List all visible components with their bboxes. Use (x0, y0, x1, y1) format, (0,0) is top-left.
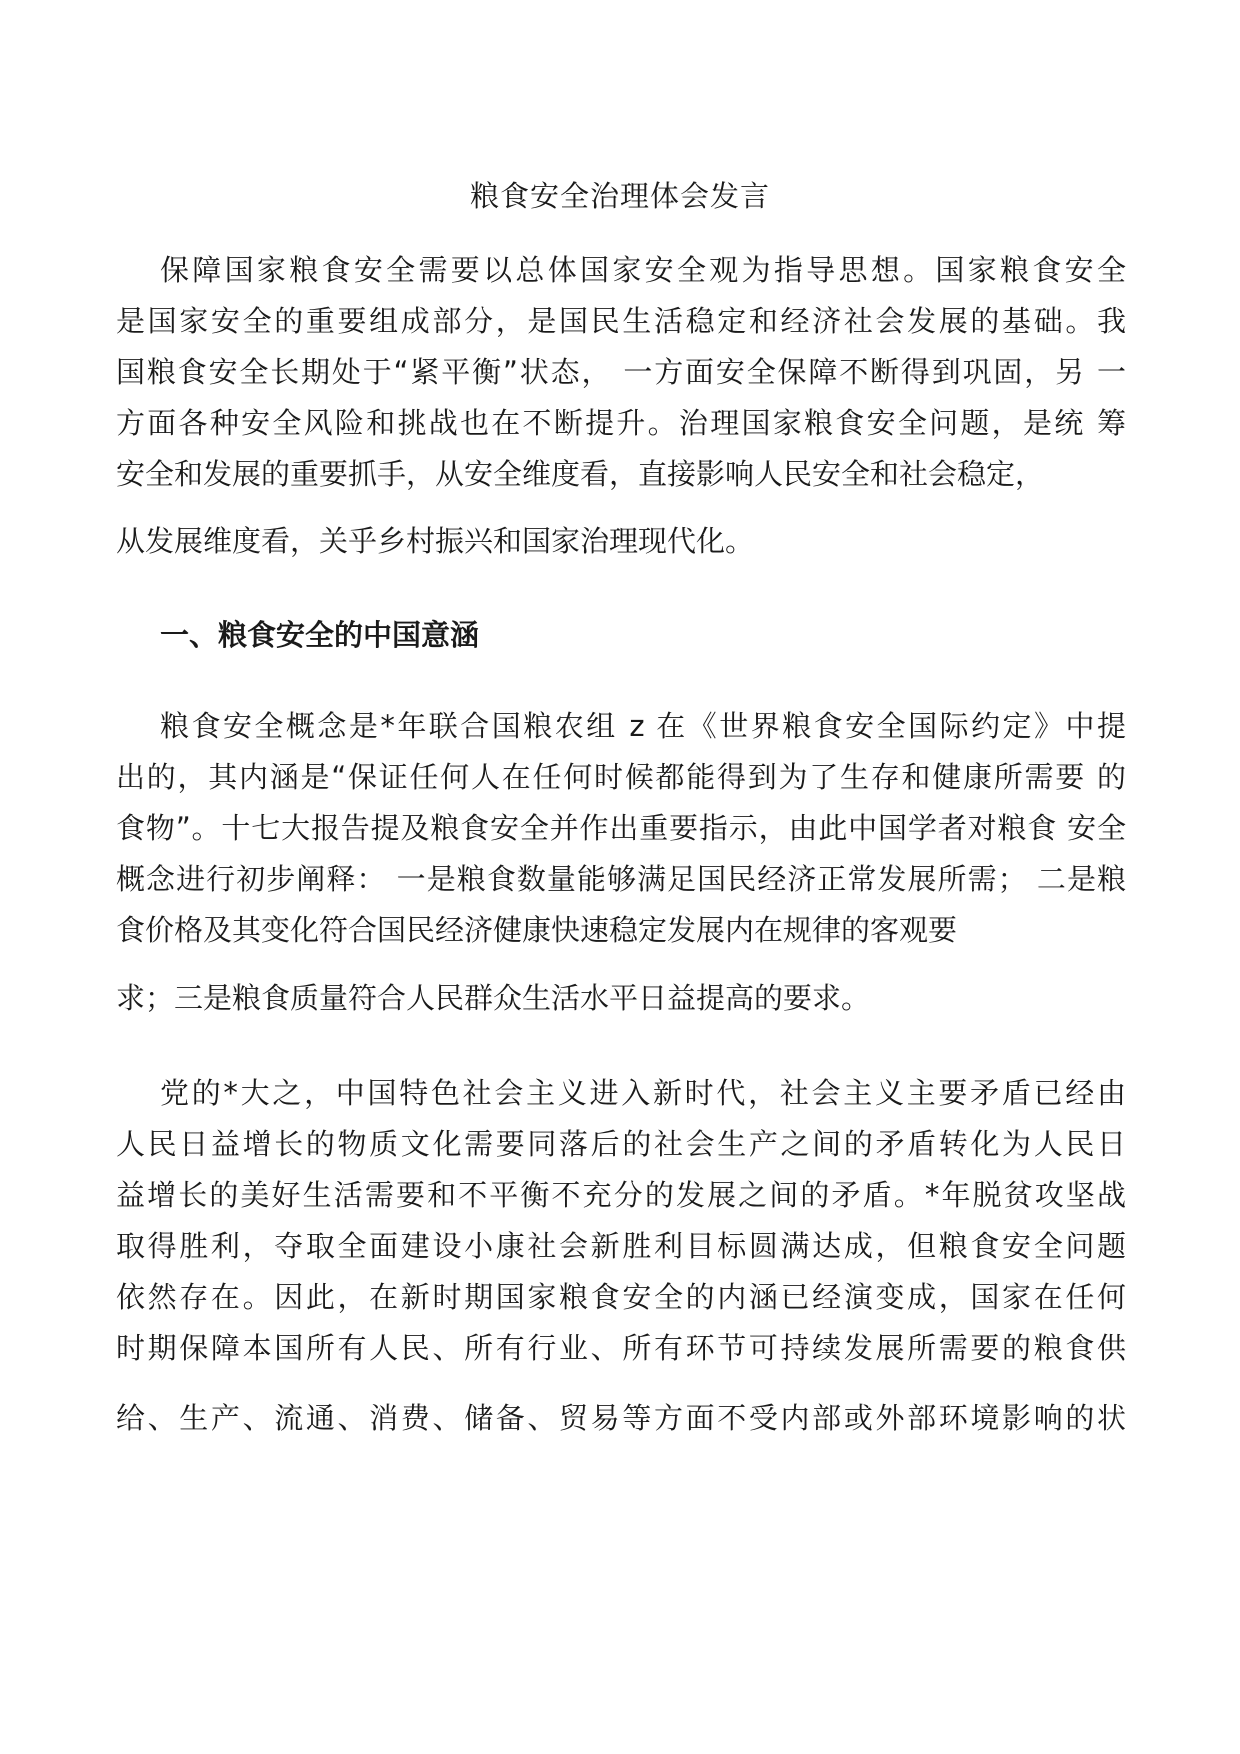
paragraph-2-line-6: 求；三是粮食质量符合人民群众生活水平日益提高的要求。 (116, 981, 871, 1015)
paragraph-3-line-6: 时期保障本国所有人民、所有行业、所有环节可持续发展所需要的粮食供 (116, 1331, 1126, 1365)
paragraph-2-line-5: 食价格及其变化符合国民经济健康快速稳定发展内在规律的客观要 (116, 913, 958, 947)
paragraph-3-line-3: 益增长的美好生活需要和不平衡不充分的发展之间的矛盾。*年脱贫攻坚战 (116, 1178, 1126, 1212)
paragraph-2-line-4: 概念进行初步阐释： 一是粮食数量能够满足国民经济正常发展所需； 二是粮 (116, 862, 1126, 896)
paragraph-3-line-5: 依然存在。因此，在新时期国家粮食安全的内涵已经演变成，国家在任何 (116, 1280, 1126, 1314)
paragraph-3-line-1: 党的*大之，中国特色社会主义进入新时代，社会主义主要矛盾已经由 (160, 1076, 1126, 1110)
paragraph-1-line-4: 方面各种安全风险和挑战也在不断提升。治理国家粮食安全问题，是统 筹 (116, 406, 1126, 440)
paragraph-1-line-1: 保障国家粮食安全需要以总体国家安全观为指导思想。国家粮食安全 (160, 253, 1126, 287)
paragraph-2-line-3: 食物”。十七大报告提及粮食安全并作出重要指示，由此中国学者对粮食 安全 (116, 811, 1126, 845)
paragraph-1-line-5: 安全和发展的重要抓手，从安全维度看，直接影响人民安全和社会稳定， (116, 457, 1045, 491)
document-title: 粮食安全治理体会发言 (469, 179, 770, 213)
paragraph-1-line-3: 国粮食安全长期处于“紧平衡”状态， 一方面安全保障不断得到巩固，另 一 (116, 355, 1126, 389)
paragraph-1-line-2: 是国家安全的重要组成部分，是国民生活稳定和经济社会发展的基础。我 (116, 304, 1126, 338)
section-heading-1: 一、粮食安全的中国意涵 (160, 618, 480, 652)
paragraph-2-line-1: 粮食安全概念是*年联合国粮农组 z 在《世界粮食安全国际约定》中提 (160, 709, 1126, 743)
paragraph-3-line-4: 取得胜利，夺取全面建设小康社会新胜利目标圆满达成，但粮食安全问题 (116, 1229, 1126, 1263)
paragraph-3-line-2: 人民日益增长的物质文化需要同落后的社会生产之间的矛盾转化为人民日 (116, 1127, 1126, 1161)
paragraph-3-line-7: 给、生产、流通、消费、储备、贸易等方面不受内部或外部环境影响的状 (116, 1401, 1126, 1435)
paragraph-2-line-2: 出的，其内涵是“保证任何人在任何时候都能得到为了生存和健康所需要 的 (116, 760, 1126, 794)
paragraph-1-line-6: 从发展维度看，关乎乡村振兴和国家治理现代化。 (116, 524, 755, 558)
